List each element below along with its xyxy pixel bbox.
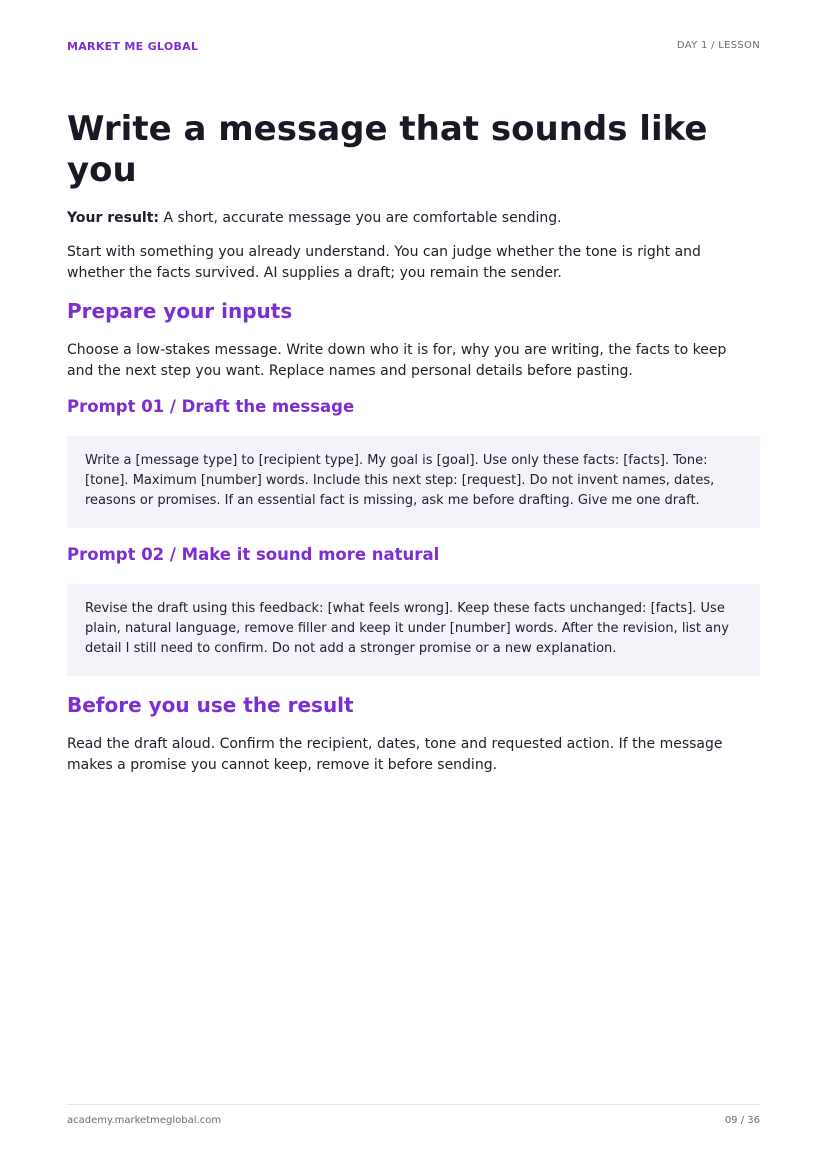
- prepare-heading: Prepare your inputs: [67, 299, 293, 323]
- footer-url[interactable]: academy.marketmeglobal.com: [67, 1115, 222, 1126]
- lesson-tag: DAY 1 / LESSON: [676, 40, 760, 51]
- page-number: 09 / 36: [724, 1115, 760, 1126]
- footer-divider: [67, 1104, 760, 1105]
- before-heading: Before you use the result: [67, 693, 354, 717]
- result-line: [67, 208, 760, 228]
- result-label: Your result:: [67, 210, 160, 226]
- prompt-02-text: Revise the draft using this feedback: [what feels wrong]. Keep these facts unchanged: [facts]. Use plain, natural language, remove filler and keep it under [number] words. After the revision, list any detail I still need to confirm. Do not add a stronger promise or a new explanation.: [85, 601, 729, 656]
- page-header: [67, 40, 760, 56]
- prompt-01-box[interactable]: [67, 436, 760, 528]
- prepare-paragraph: Choose a low-stakes message. Write down who it is for, why you are writing, the facts to keep and the next step you want. Replace names and personal details before pasting.: [67, 342, 727, 379]
- page-title: Write a message that sounds like you: [67, 109, 708, 190]
- result-text: A short, accurate message you are comfortable sending.: [159, 210, 562, 226]
- lesson-page: [67, 0, 760, 1170]
- brand-name: MARKET ME GLOBAL: [67, 40, 199, 53]
- prompt-02-box[interactable]: [67, 584, 760, 676]
- prompt-01-heading: Prompt 01 / Draft the message: [67, 397, 355, 416]
- prompt-01-text: Write a [message type] to [recipient type]. My goal is [goal]. Use only these facts: [facts]. Tone: [tone]. Maximum [number] words. Include this next step: [request]. Do not invent names, dates, reasons or promises. If an essential fact is missing, ask me before drafting. Give me one draft.: [85, 453, 715, 508]
- prompt-02-heading: Prompt 02 / Make it sound more natural: [67, 545, 440, 564]
- intro-paragraph: Start with something you already understand. You can judge whether the tone is right and whether the facts survived. AI supplies a draft; you remain the sender.: [67, 244, 701, 281]
- before-paragraph: Read the draft aloud. Confirm the recipient, dates, tone and requested action. If the message makes a promise you cannot keep, remove it before sending.: [67, 736, 723, 773]
